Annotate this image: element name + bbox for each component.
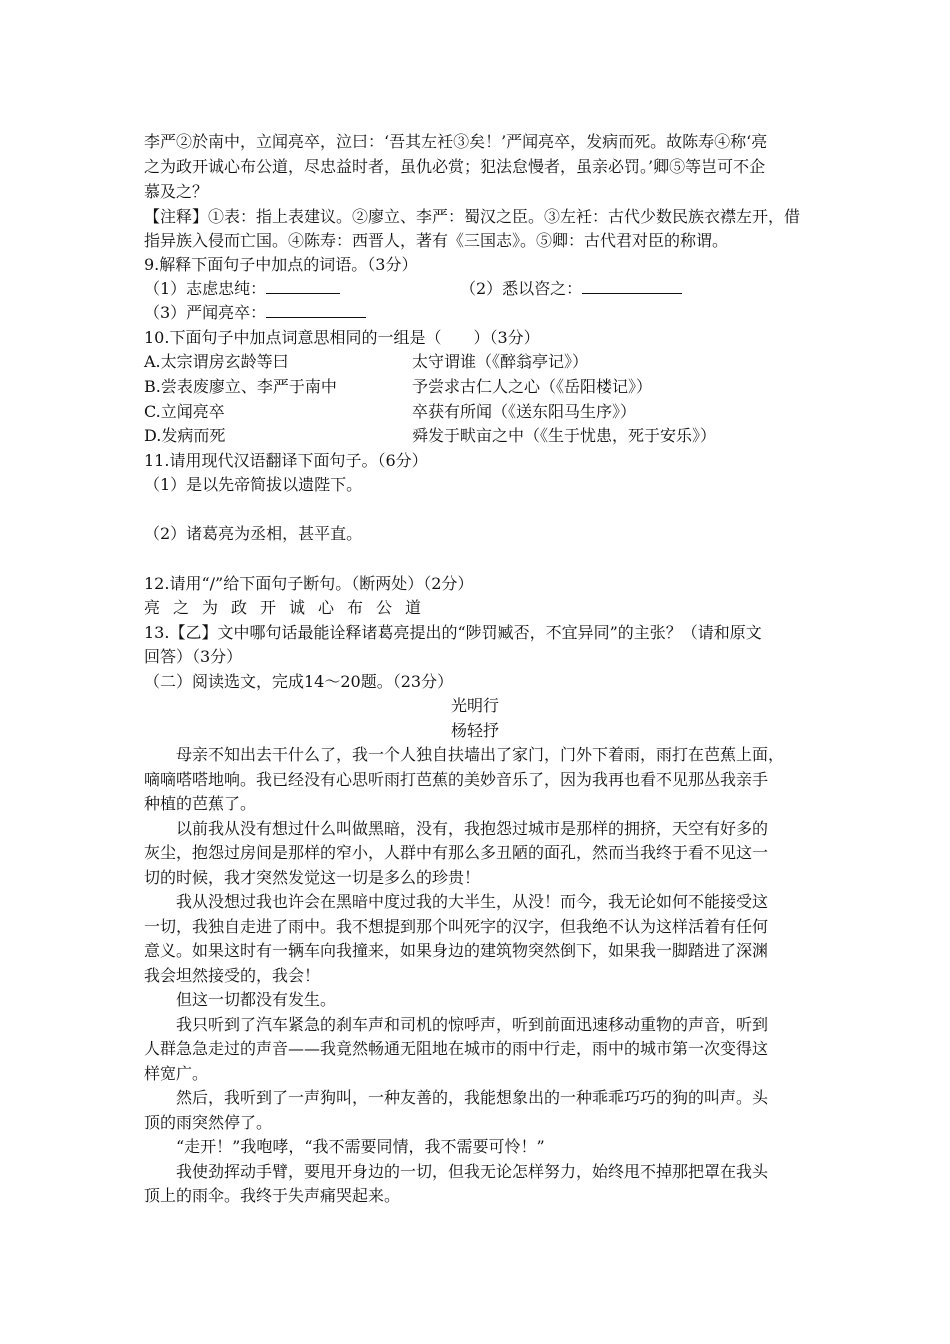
paragraph-line: 以前我从没有想过什么叫做黑暗，没有，我抱怨过城市是那样的拥挤，天空有好多的 <box>176 819 769 838</box>
answer-blank[interactable] <box>266 277 340 294</box>
question-11-item-1: （1）是以先帝简拔以遗陛下。 <box>144 475 363 494</box>
question-9: 9.解释下面句子中加点的词语。（3分） <box>144 255 418 274</box>
section-heading: （二）阅读选文，完成14～20题。（23分） <box>144 672 454 691</box>
paragraph-line: 样宽广。 <box>144 1064 209 1083</box>
paragraph-line: “走开！”我咆哮，“我不需要同情，我不需要可怜！” <box>176 1137 545 1156</box>
option-d-right: 舜发于畎亩之中（《生于忧患，死于安乐》） <box>412 426 717 445</box>
question-10: 10.下面句子中加点词意思相同的一组是（ ）（3分） <box>144 328 540 347</box>
paragraph-line: 我只听到了汽车紧急的刹车声和司机的惊呼声，听到前面迅速移动重物的声音，听到 <box>176 1015 769 1034</box>
question-11: 11.请用现代汉语翻译下面句子。（6分） <box>144 451 428 470</box>
paragraph-line: 但这一切都没有发生。 <box>176 990 337 1009</box>
paragraph-line: 然后，我听到了一声狗叫，一种友善的，我能想象出的一种乖乖巧巧的狗的叫声。头 <box>176 1088 769 1107</box>
option-c-left: C.立闻亮卒 <box>144 402 225 421</box>
text-line: 慕及之？ <box>144 182 209 201</box>
question-13: 13.【乙】文中哪句话最能诠释诸葛亮提出的“陟罚臧否，不宜异同”的主张？（请和原文 <box>144 623 762 642</box>
option-a-left: A.太宗谓房玄龄等曰 <box>144 352 289 371</box>
paragraph-line: 种植的芭蕉了。 <box>144 794 257 813</box>
question-12-sentence: 亮之为政开诚心布公道 <box>144 598 435 617</box>
paragraph-line: 灰尘，抱怨过房间是那样的窄小，人群中有那么多丑陋的面孔，然而当我终于看不见这一 <box>144 843 769 862</box>
item-label: （1）志虑忠纯： <box>144 279 267 298</box>
answer-blank[interactable] <box>266 301 366 318</box>
paragraph-line: 意义。如果这时有一辆车向我撞来，如果身边的建筑物突然倒下，如果我一脚踏进了深渊 <box>144 941 769 960</box>
paragraph-line: 人群急急走过的声音——我竟然畅通无阻地在城市的雨中行走，雨中的城市第一次变得这 <box>144 1039 769 1058</box>
paragraph-line: 嘀嘀嗒嗒地响。我已经没有心思听雨打芭蕉的美妙音乐了，因为我再也看不见那丛我亲手 <box>144 770 769 789</box>
question-9-item-2 <box>460 277 682 301</box>
annotation-line: 【注释】①表：指上表建议。②廖立、李严：蜀汉之臣。③左衽：古代少数民族衣襟左开，借 <box>144 207 801 226</box>
option-a-right: 太守谓谁（《醉翁亭记》） <box>412 352 589 371</box>
annotation-line: 指异族入侵而亡国。④陈寿：西晋人，著有《三国志》。⑤卿：古代君对臣的称谓。 <box>144 231 729 250</box>
question-9-item-1 <box>144 277 340 301</box>
article-title: 光明行 <box>450 696 499 715</box>
question-9-item-3 <box>144 301 366 325</box>
paragraph-line: 我从没想过我也许会在黑暗中度过我的大半生，从没！而今，我无论如何不能接受这 <box>176 892 769 911</box>
question-13-cont: 回答）（3分） <box>144 647 243 666</box>
option-b-right: 予尝求古仁人之心（《岳阳楼记》） <box>412 377 653 396</box>
paragraph-line: 我使劲挥动手臂，要甩开身边的一切，但我无论怎样努力，始终甩不掉那把罩在我头 <box>176 1162 769 1181</box>
paragraph-line: 切的时候，我才突然发觉这一切是多么的珍贵！ <box>144 868 481 887</box>
question-11-item-2: （2）诸葛亮为丞相，甚平直。 <box>144 524 363 543</box>
paragraph-line: 一切，我独自走进了雨中。我不想提到那个叫死字的汉字，但我绝不认为这样活着有任何 <box>144 917 769 936</box>
paragraph-line: 我会坦然接受的，我会！ <box>144 966 321 985</box>
option-d-left: D.发病而死 <box>144 426 226 445</box>
option-c-right: 卒获有所闻（《送东阳马生序》） <box>412 402 637 421</box>
paragraph-line: 顶上的雨伞。我终于失声痛哭起来。 <box>144 1186 401 1205</box>
paragraph-line: 顶的雨突然停了。 <box>144 1113 273 1132</box>
answer-blank[interactable] <box>582 277 682 294</box>
article-author: 杨轻抒 <box>450 721 499 740</box>
paragraph-line: 母亲不知出去干什么了，我一个人独自扶墙出了家门，门外下着雨，雨打在芭蕉上面， <box>176 745 785 764</box>
option-b-left: B.尝表废廖立、李严于南中 <box>144 377 337 396</box>
text-line: 李严②於南中，立闻亮卒，泣曰：‘吾其左衽③矣！’严闻亮卒，发病而死。故陈寿④称‘亮 <box>144 132 768 151</box>
question-12: 12.请用“/”给下面句子断句。（断两处）（2分） <box>144 574 474 593</box>
item-label: （3）严闻亮卒： <box>144 303 267 322</box>
text-line: 之为政开诚心布公道，尽忠益时者，虽仇必赏；犯法怠慢者，虽亲必罚。’卿⑤等岂可不企 <box>144 157 766 176</box>
item-label: （2）悉以咨之： <box>460 279 583 298</box>
